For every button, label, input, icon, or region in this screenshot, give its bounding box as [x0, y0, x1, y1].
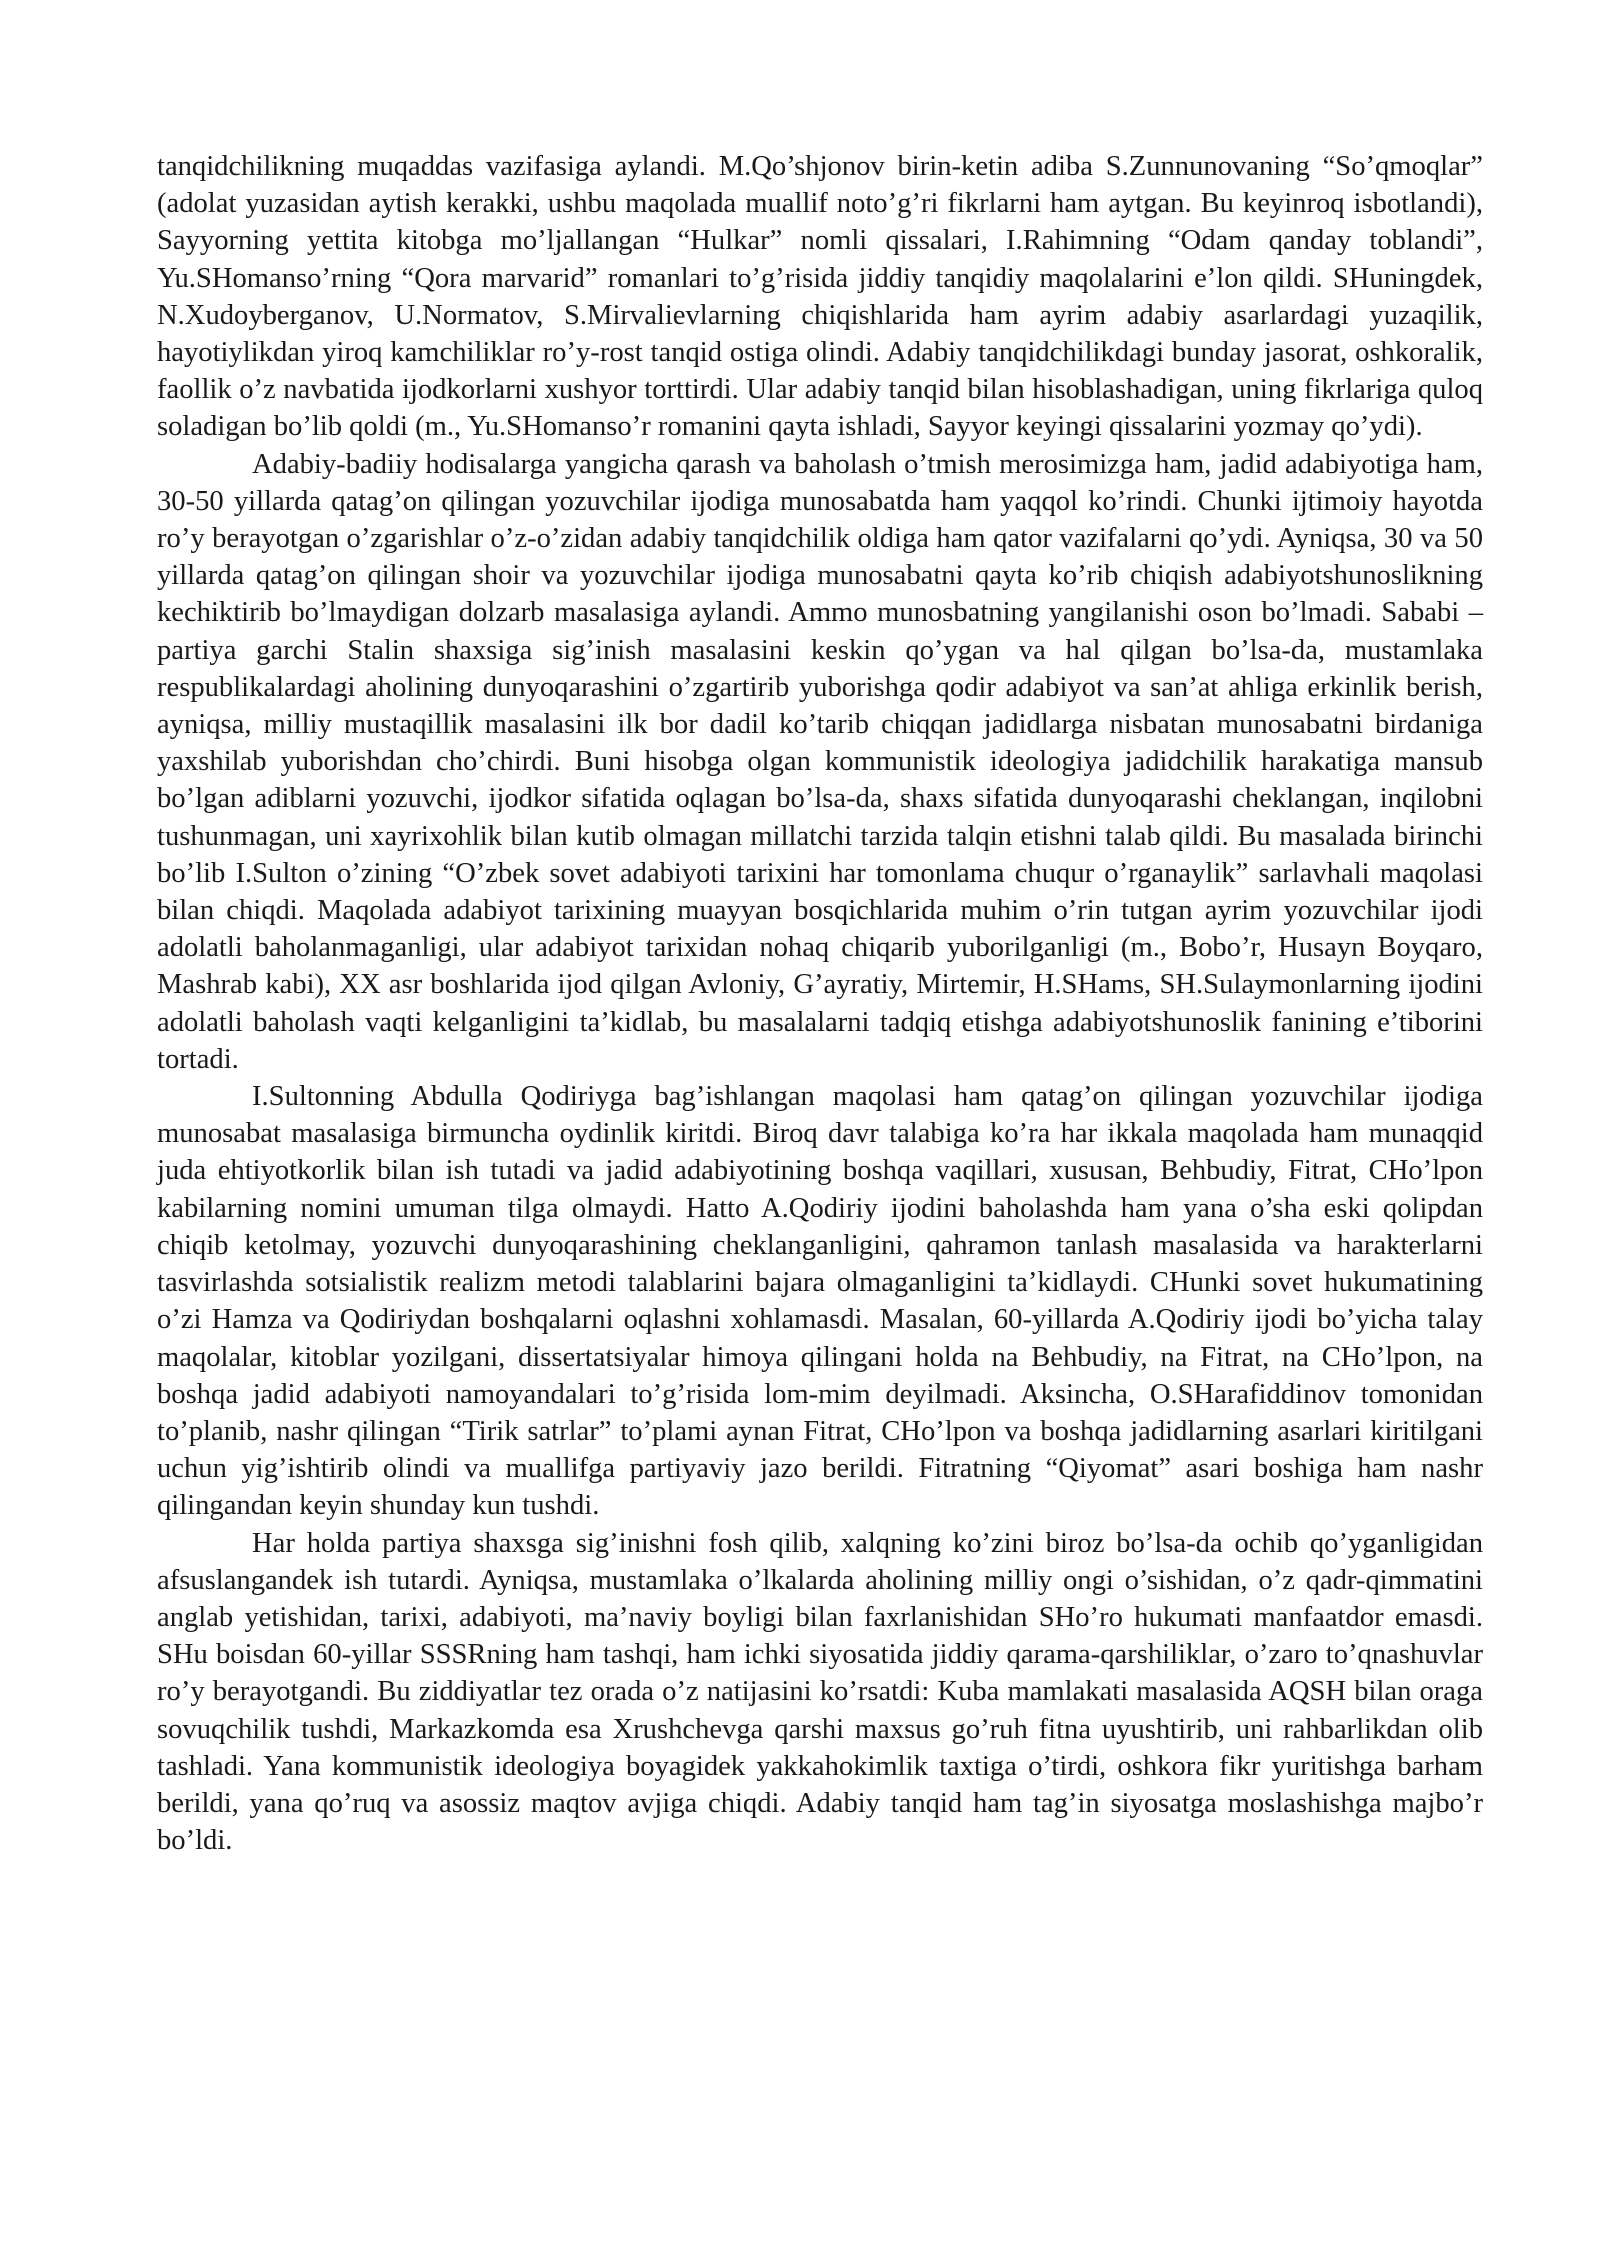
- paragraph: I.Sultonning Abdulla Qodiriyga bag’ishlangan maqolasi ham qatag’on qilingan yozuvchilar ijodiga munosabat masalasiga birmuncha oydinlik kiritdi. Biroq davr talabiga ko’ra har ikkala maqolada ham munaqqid juda ehtiyotkorlik bilan ish tutadi va jadid adabiyotining boshqa vaqillari, xususan, Behbudiy, Fitrat, CHo’lpon kabilarning nomini umuman tilga olmaydi. Hatto A.Qodiriy ijodini baholashda ham yana o’sha eski qolipdan chiqib ketolmay, yozuvchi dunyoqarashining cheklanganligini, qahramon tanlash masalasida va harakterlarni tasvirlashda sotsialistik realizm metodi talablarini bajara olmaganligini ta’kidlaydi. CHunki sovet hukumatining o’zi Hamza va Qodiriydan boshqalarni oqlashni xohlamasdi. Masalan, 60-yillarda A.Qodiriy ijodi bo’yicha talay maqolalar, kitoblar yozilgani, dissertatsiyalar himoya qilingani holda na Behbudiy, na Fitrat, na CHo’lpon, na boshqa jadid adabiyoti namoyandalari to’g’risida lom-mim deyilmadi. Aksincha, O.SHarafiddinov tomonidan to’planib, nashr qilingan “Tirik satrlar” to’plami aynan Fitrat, CHo’lpon va boshqa jadidlarning asarlari kiritilgani uchun yig’ishtirib olindi va muallifga partiyaviy jazo berildi. Fitratning “Qiyomat” asari boshiga ham nashr qilingandan keyin shunday kun tushdi.: [157, 1081, 1483, 1522]
- body-text: [157, 148, 1483, 1859]
- paragraph: Har holda partiya shaxsga sig’inishni fosh qilib, xalqning ko’zini biroz bo’lsa-da ochib qo’yganligidan afsuslangandek ish tutardi. Ayniqsa, mustamlaka o’lkalarda aholining milliy ongi o’sishidan, o’z qadr-qimmatini anglab yetishidan, tarixi, adabiyoti, ma’naviy boyligi bilan faxrlanishidan SHo’ro hukumati manfaatdor emasdi. SHu boisdan 60-yillar SSSRning ham tashqi, ham ichki siyosatida jiddiy qarama-qarshiliklar, o’zaro to’qnashuvlar ro’y berayotgandi. Bu ziddiyatlar tez orada o’z natijasini ko’rsatdi: Kuba mamlakati masalasida AQSH bilan oraga sovuqchilik tushdi, Markazkomda esa Xrushchevga qarshi maxsus go’ruh fitna uyushtirib, uni rahbarlikdan olib tashladi. Yana kommunistik ideologiya boyagidek yakkahokimlik taxtiga o’tirdi, oshkora fikr yuritishga barham berildi, yana qo’ruq va asossiz maqtov avjiga chiqdi. Adabiy tanqid ham tag’in siyosatga moslashishga majbo’r bo’ldi.: [157, 1527, 1483, 1857]
- paragraph: tanqidchilikning muqaddas vazifasiga aylandi. M.Qo’shjonov birin-ketin adiba S.Zunnunovaning “So’qmoqlar” (adolat yuzasidan aytish kerakki, ushbu maqolada muallif noto’g’ri fikrlarni ham aytgan. Bu keyinroq isbotlandi), Sayyorning yettita kitobga mo’ljallangan “Hulkar” nomli qissalari, I.Rahimning “Odam qanday toblandi”, Yu.SHomanso’rning “Qora marvarid” romanlari to’g’risida jiddiy tanqidiy maqolalarini e’lon qildi. SHuningdek, N.Xudoyberganov, U.Normatov, S.Mirvalievlarning chiqishlarida ham ayrim adabiy asarlardagi yuzaqilik, hayotiylikdan yiroq kamchiliklar ro’y-rost tanqid ostiga olindi. Adabiy tanqidchilikdagi bunday jasorat, oshkoralik, faollik o’z navbatida ijodkorlarni xushyor torttirdi. Ular adabiy tanqid bilan hisoblashadigan, uning fikrlariga quloq soladigan bo’lib qoldi (m., Yu.SHomanso’r romanini qayta ishladi, Sayyor keyingi qissalarini yozmay qo’ydi).: [157, 151, 1483, 443]
- paragraph: Adabiy-badiiy hodisalarga yangicha qarash va baholash o’tmish merosimizga ham, jadid adabiyotiga ham, 30-50 yillarda qatag’on qilingan yozuvchilar ijodiga munosabatda ham yaqqol ko’rindi. Chunki ijtimoiy hayotda ro’y berayotgan o’zgarishlar o’z-o’zidan adabiy tanqidchilik oldiga ham qator vazifalarni qo’ydi. Ayniqsa, 30 va 50 yillarda qatag’on qilingan shoir va yozuvchilar ijodiga munosabatni qayta ko’rib chiqish adabiyotshunoslikning kechiktirib bo’lmaydigan dolzarb masalasiga aylandi. Ammo munosbatning yangilanishi oson bo’lmadi. Sababi – partiya garchi Stalin shaxsiga sig’inish masalasini keskin qo’ygan va hal qilgan bo’lsa-da, mustamlaka respublikalardagi aholining dunyoqarashini o’zgartirib yuborishga qodir adabiyot va san’at ahliga erkinlik berish, ayniqsa, milliy mustaqillik masalasini ilk bor dadil ko’tarib chiqqan jadidlarga nisbatan munosabatni birdaniga yaxshilab yuborishdan cho’chirdi. Buni hisobga olgan kommunistik ideologiya jadidchilik harakatiga mansub bo’lgan adiblarni yozuvchi, ijodkor sifatida oqlagan bo’lsa-da, shaxs sifatida dunyoqarashi cheklangan, inqilobni tushunmagan, uni xayrixohlik bilan kutib olmagan millatchi tarzida talqin etishni talab qildi. Bu masalada birinchi bo’lib I.Sulton o’zining “O’zbek sovet adabiyoti tarixini har tomonlama chuqur o’rganaylik” sarlavhali maqolasi bilan chiqdi. Maqolada adabiyot tarixining muayyan bosqichlarida muhim o’rin tutgan ayrim yozuvchilar ijodi adolatli baholanmaganligi, ular adabiyot tarixidan nohaq chiqarib yuborilganligi (m., Bobo’r, Husayn Boyqaro, Mashrab kabi), XX asr boshlarida ijod qilgan Avloniy, G’ayratiy, Mirtemir, H.SHams, SH.Sulaymonlarning ijodini adolatli baholash vaqti kelganligini ta’kidlab, bu masalalarni tadqiq etishga adabiyotshunoslik fanining e’tiborini tortadi.: [157, 448, 1483, 1075]
